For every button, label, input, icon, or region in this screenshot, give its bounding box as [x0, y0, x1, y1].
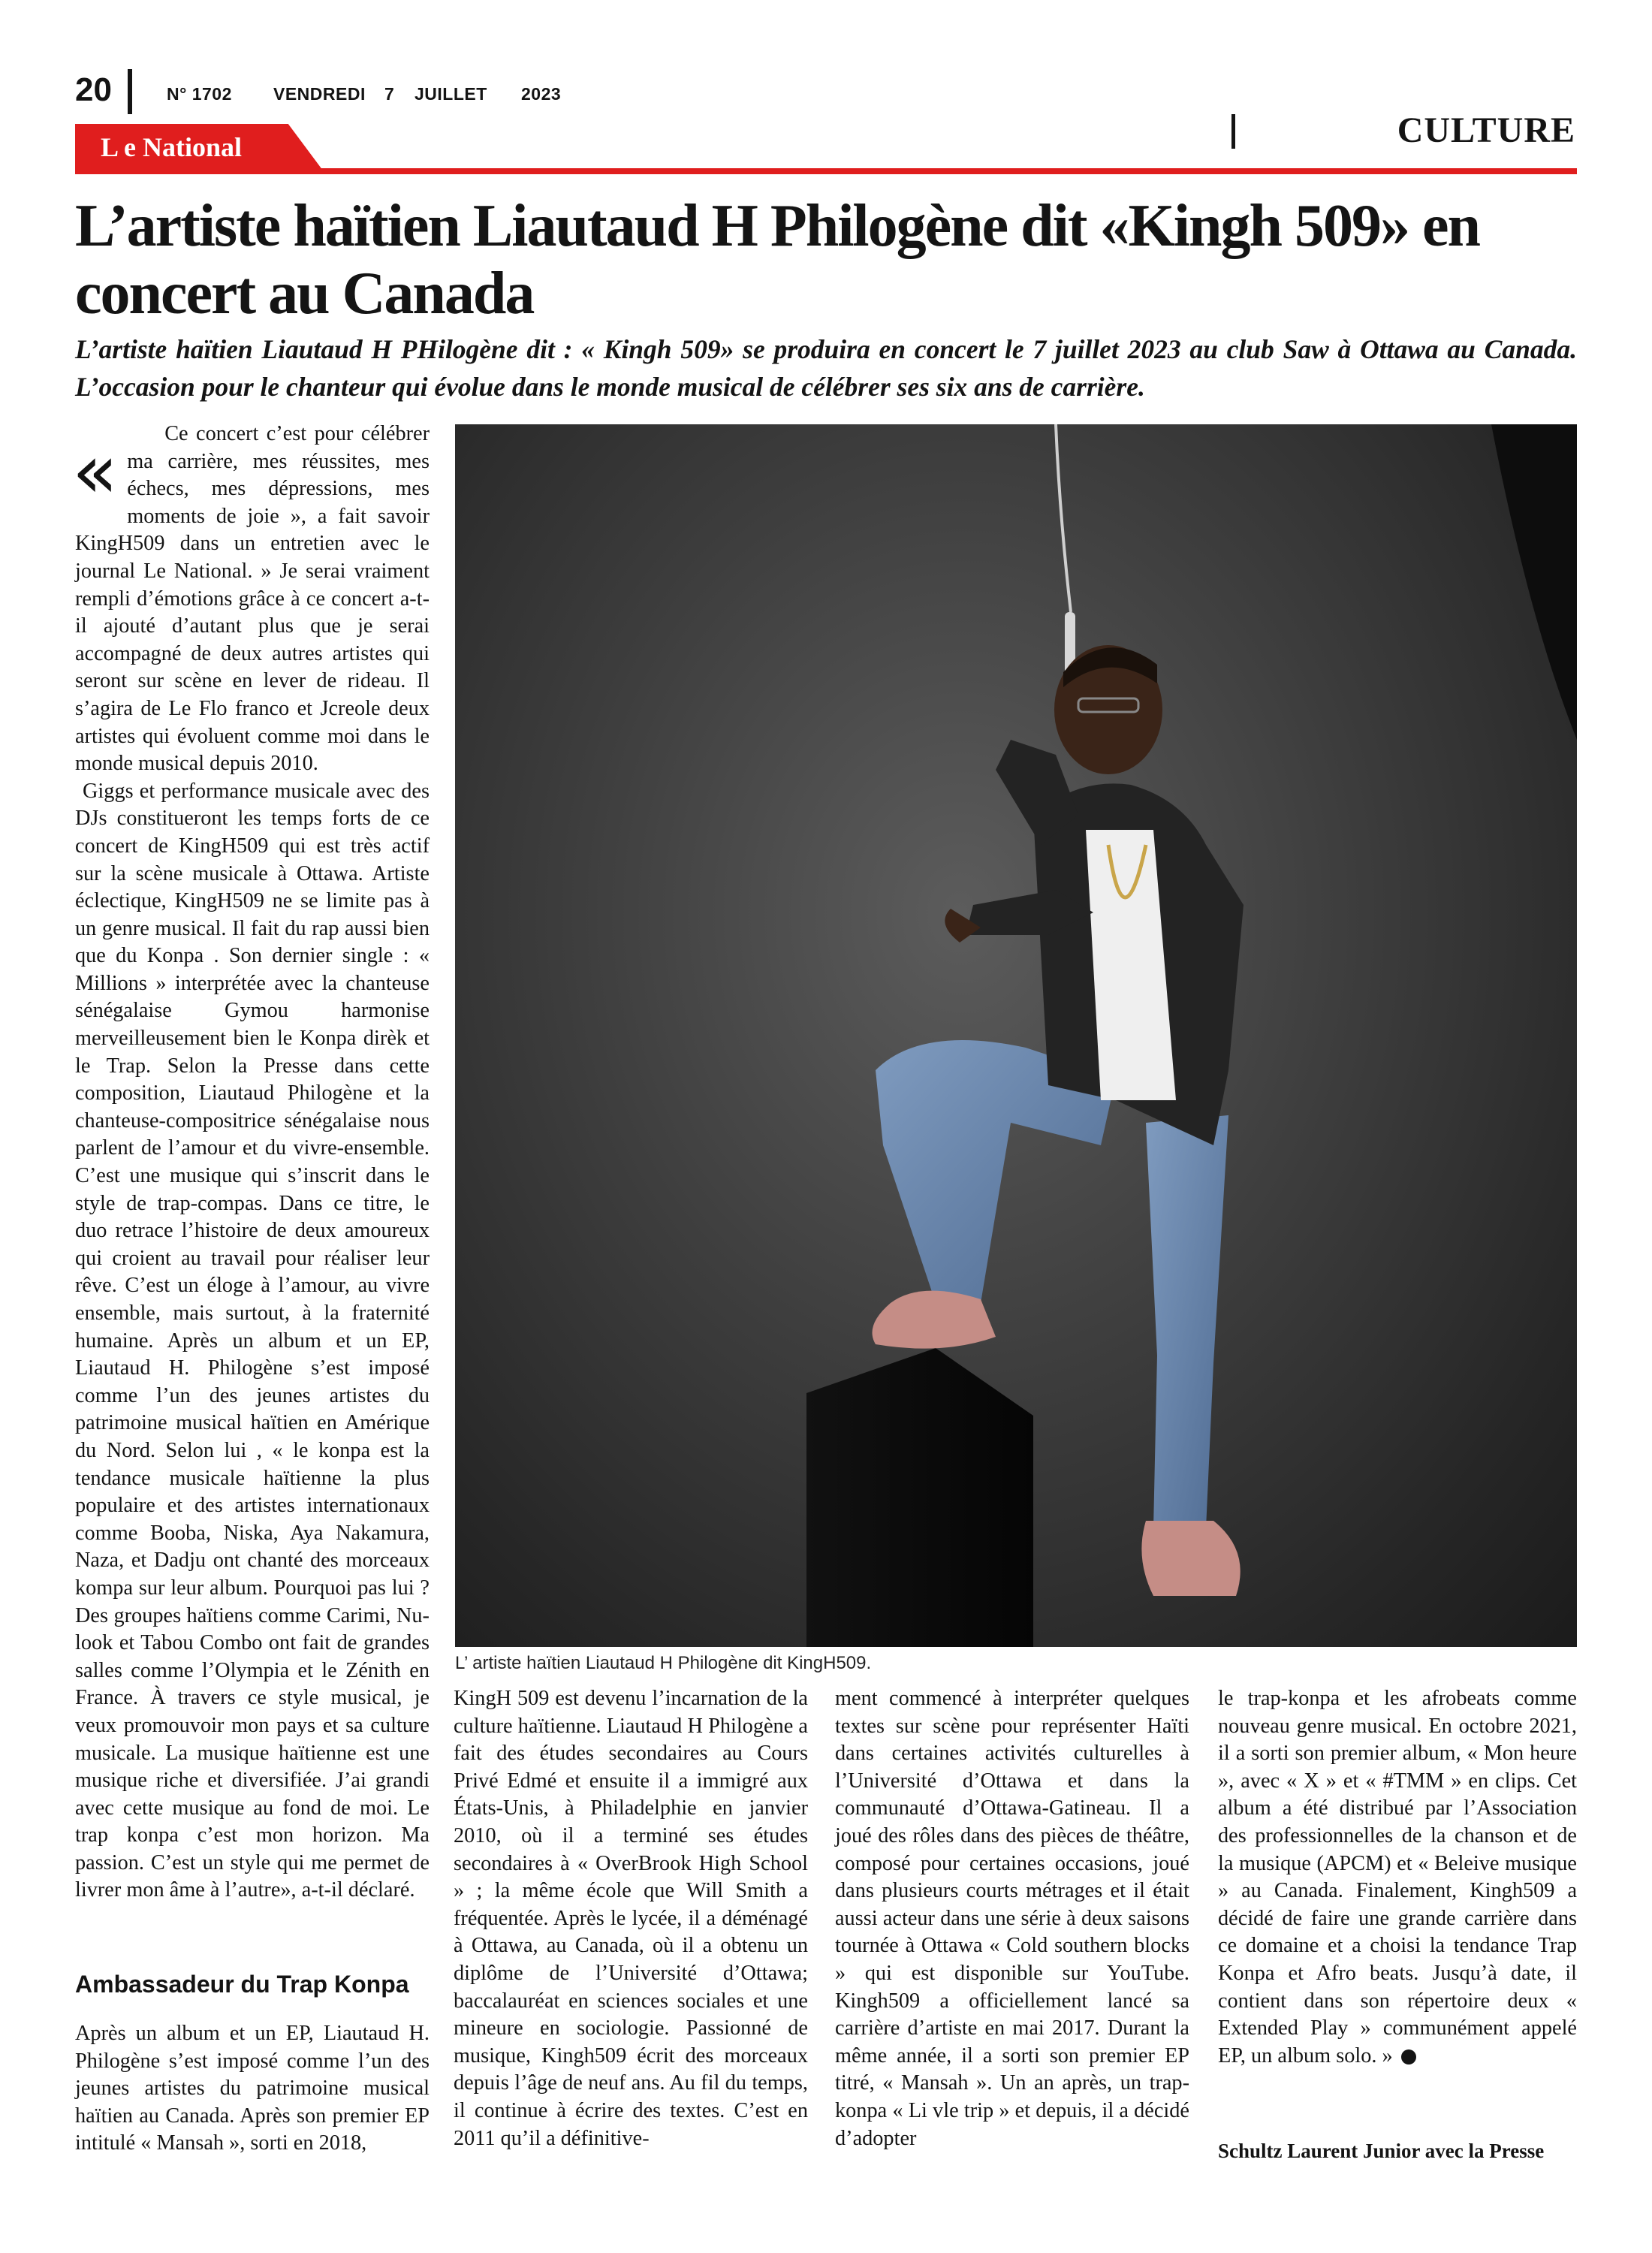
byline: Schultz Laurent Junior avec la Presse — [1218, 2140, 1545, 2162]
subheading: Ambassadeur du Trap Konpa — [75, 1971, 409, 1998]
end-mark-icon — [1401, 2049, 1416, 2064]
artist-photo — [455, 424, 1577, 1647]
drop-quote: « — [72, 427, 119, 515]
column-3-text: ment commencé à interpréter quelques textes sur scène pour représenter Haïti dans certaines activités culturelles à l’Université d’Ottawa et dans la communauté d’Ottawa-Gatineau. Il a joué des rôles dans des pièces de théâtre, composé pour certaines occasions, joué dans plusieurs courts métrages et il était aussi acteur dans une série à deux saisons tournée à Ottawa « Cold southern blocks » qui est disponible sur YouTube. Kingh509 a officiellement lancé sa carrière d’artiste en mai 2017. Durant la même année, il a sorti son premier EP titré, « Mansah ». Un an après, un trap-konpa « Li vle trip » et depuis, il a décidé d’adopter — [835, 1687, 1189, 2150]
issue-date: 7 — [384, 84, 395, 104]
headline: L’artiste haïtien Liautaud H Philogène dit «Kingh 509» en concert au Canada — [75, 193, 1479, 327]
paragraph-3: Après un album et un EP, Liautaud H. Philogène s’est imposé comme l’un des jeunes artistes du patrimoine musical haïtien au Canada. Après son premier EP intitulé « Mansah », sorti en 2018, — [75, 2022, 430, 2155]
page-number: 20 — [75, 71, 112, 108]
column-2-text: KingH 509 est devenu l’incarnation de la culture haïtienne. Liautaud H Philogène a fait des études secondaires au Cours Privé Edmé et ensuite il a immigré aux États-Unis, à Philadelphie en janvier 2010, où il a terminé ses études secondaires à « OverBrook High School » ; la même école que Will Smith a fréquentée. Après le lycée, il a déménagé à Ottawa, au Canada, où il a obtenu un diplôme de l’Université d’Ottawa; baccalauréat en sciences sociales et une mineure en sociologie. Passionné de musique, Kingh509 écrit des morceaux depuis l’âge de neuf ans. Au fil du temps, il continue à écrire des textes. C’est en 2011 qu’il a définitive- — [454, 1687, 808, 2150]
publication-name: L e National — [101, 132, 243, 162]
page-number-divider — [128, 69, 132, 114]
jeans-right-leg — [1146, 1115, 1228, 1528]
column-4-text: le trap-konpa et les afrobeats comme nouveau genre musical. En octobre 2021, il a sorti son premier album, « Mon heure », avec « X » et « #TMM » en clips. Cet album a été distribué par l’Association des professionnelles de la chanson et de la musique (APCM) et « Beleive musique » au Canada. Finalement, Kingh509 a décidé de faire une grande carrière dans ce domaine et a choisi la tendance Trap Konpa et Afro beats. Jusqu’à date, il contient dans son répertoire deux « Extended Play » communément appelé EP, un album solo. » — [1218, 1687, 1577, 2068]
artist-photo-illustration — [455, 424, 1577, 1647]
right-shoe — [1141, 1521, 1240, 1596]
paragraph-2: Giggs et performance musicale avec des DJs constitueront les temps forts de ce concert de KingH509 qui est très actif sur la scène musicale à Ottawa. Artiste éclectique, KingH509 ne se limite pas à un genre musical. Il fait du rap aussi bien que du Konpa . Son dernier single : « Millions » interprétée avec la chanteuse sénégalaise Gymou harmonise merveilleusement bien le Konpa dirèk et le Trap. Selon la Presse dans cette composition, Liautaud Philogène et la chanteuse-compositrice sénégalaise nous parlent de l’amour et du vivre-ensemble. C’est une musique qui s’inscrit dans le style de trap-compas. Dans ce titre, le duo retrace l’histoire de deux amoureux qui croient au travail pour réaliser leur rêve. C’est un éloge à l’amour, au vivre ensemble, mais surtout, à la fraternité humaine. Après un album et un EP, Liautaud H. Philogène s’est imposé comme l’un des jeunes artistes du patrimoine musical haïtien en Amérique du Nord. Selon lui , « le konpa est la tendance musicale haïtienne la plus populaire et des artistes internationaux comme Booba, Niska, Aya Nakamura, Naza, et Dadju ont chanté des morceaux kompa sur leur album. Pourquoi pas lui ? Des groupes haïtiens comme Carimi, Nu-look et Tabou Combo ont fait de grandes salles comme l’Olympia et le Zénith en France. À travers ce style musical, je veux promouvoir mon pays et sa culture musicale. La musique haïtienne est une musique riche et diversifiée. J’ai grandi avec cette musique au fond de moi. Le trap konpa c’est mon horizon. Ma passion. C’est un style qui me permet de livrer mon âme à l’autre», a-t-il déclaré. — [75, 779, 430, 1902]
left-shoe — [873, 1291, 996, 1349]
issue-number: N° 1702 — [167, 84, 232, 104]
black-box — [806, 1348, 1033, 1647]
paragraph-1-text: Ce concert c’est pour célébrer ma carrière, mes réussites, mes échecs, mes dépressions, mes moments de joie », a fait savoir KingH509 dans un entretien avec le journal Le National. » Je serai vraiment rempli d’émotions grâce à ce concert a-t-il ajouté d’autant plus que je serai accompagné de deux autres artistes qui seront sur scène en lever de rideau. Il s’agira de Le Flo franco et Jcreole deux artistes qui évoluent comme moi dans le monde musical depuis 2010. — [75, 422, 430, 776]
article-column-4 — [1218, 1685, 1577, 2070]
article-column-2 — [454, 1685, 808, 2152]
header-rule — [75, 168, 1577, 174]
umbrella-shape — [1491, 424, 1577, 740]
issue-month: JUILLET — [415, 84, 487, 104]
photo-caption: L’ artiste haïtien Liautaud H Philogène dit KingH509. — [455, 1653, 872, 1673]
issue-year: 2023 — [521, 84, 562, 104]
section-divider — [1231, 114, 1235, 149]
mic-cable — [1056, 424, 1071, 612]
paragraph-1 — [72, 421, 430, 778]
lede: L’artiste haïtien Liautaud H PHilogène dit : « Kingh 509» se produira en concert le 7 juillet 2023 au club Saw à Ottawa au Canada. L’occasion pour le chanteur qui évolue dans le monde musical de célébrer ses six ans de carrière. — [75, 334, 1577, 402]
section-label: CULTURE — [1397, 110, 1575, 150]
issue-day: VENDREDI — [273, 84, 366, 104]
column-4-paragraph — [1218, 1685, 1577, 2070]
article-column-3 — [835, 1685, 1189, 2152]
article-column-1-continued — [75, 2020, 430, 2158]
article-column-1 — [72, 421, 430, 1905]
